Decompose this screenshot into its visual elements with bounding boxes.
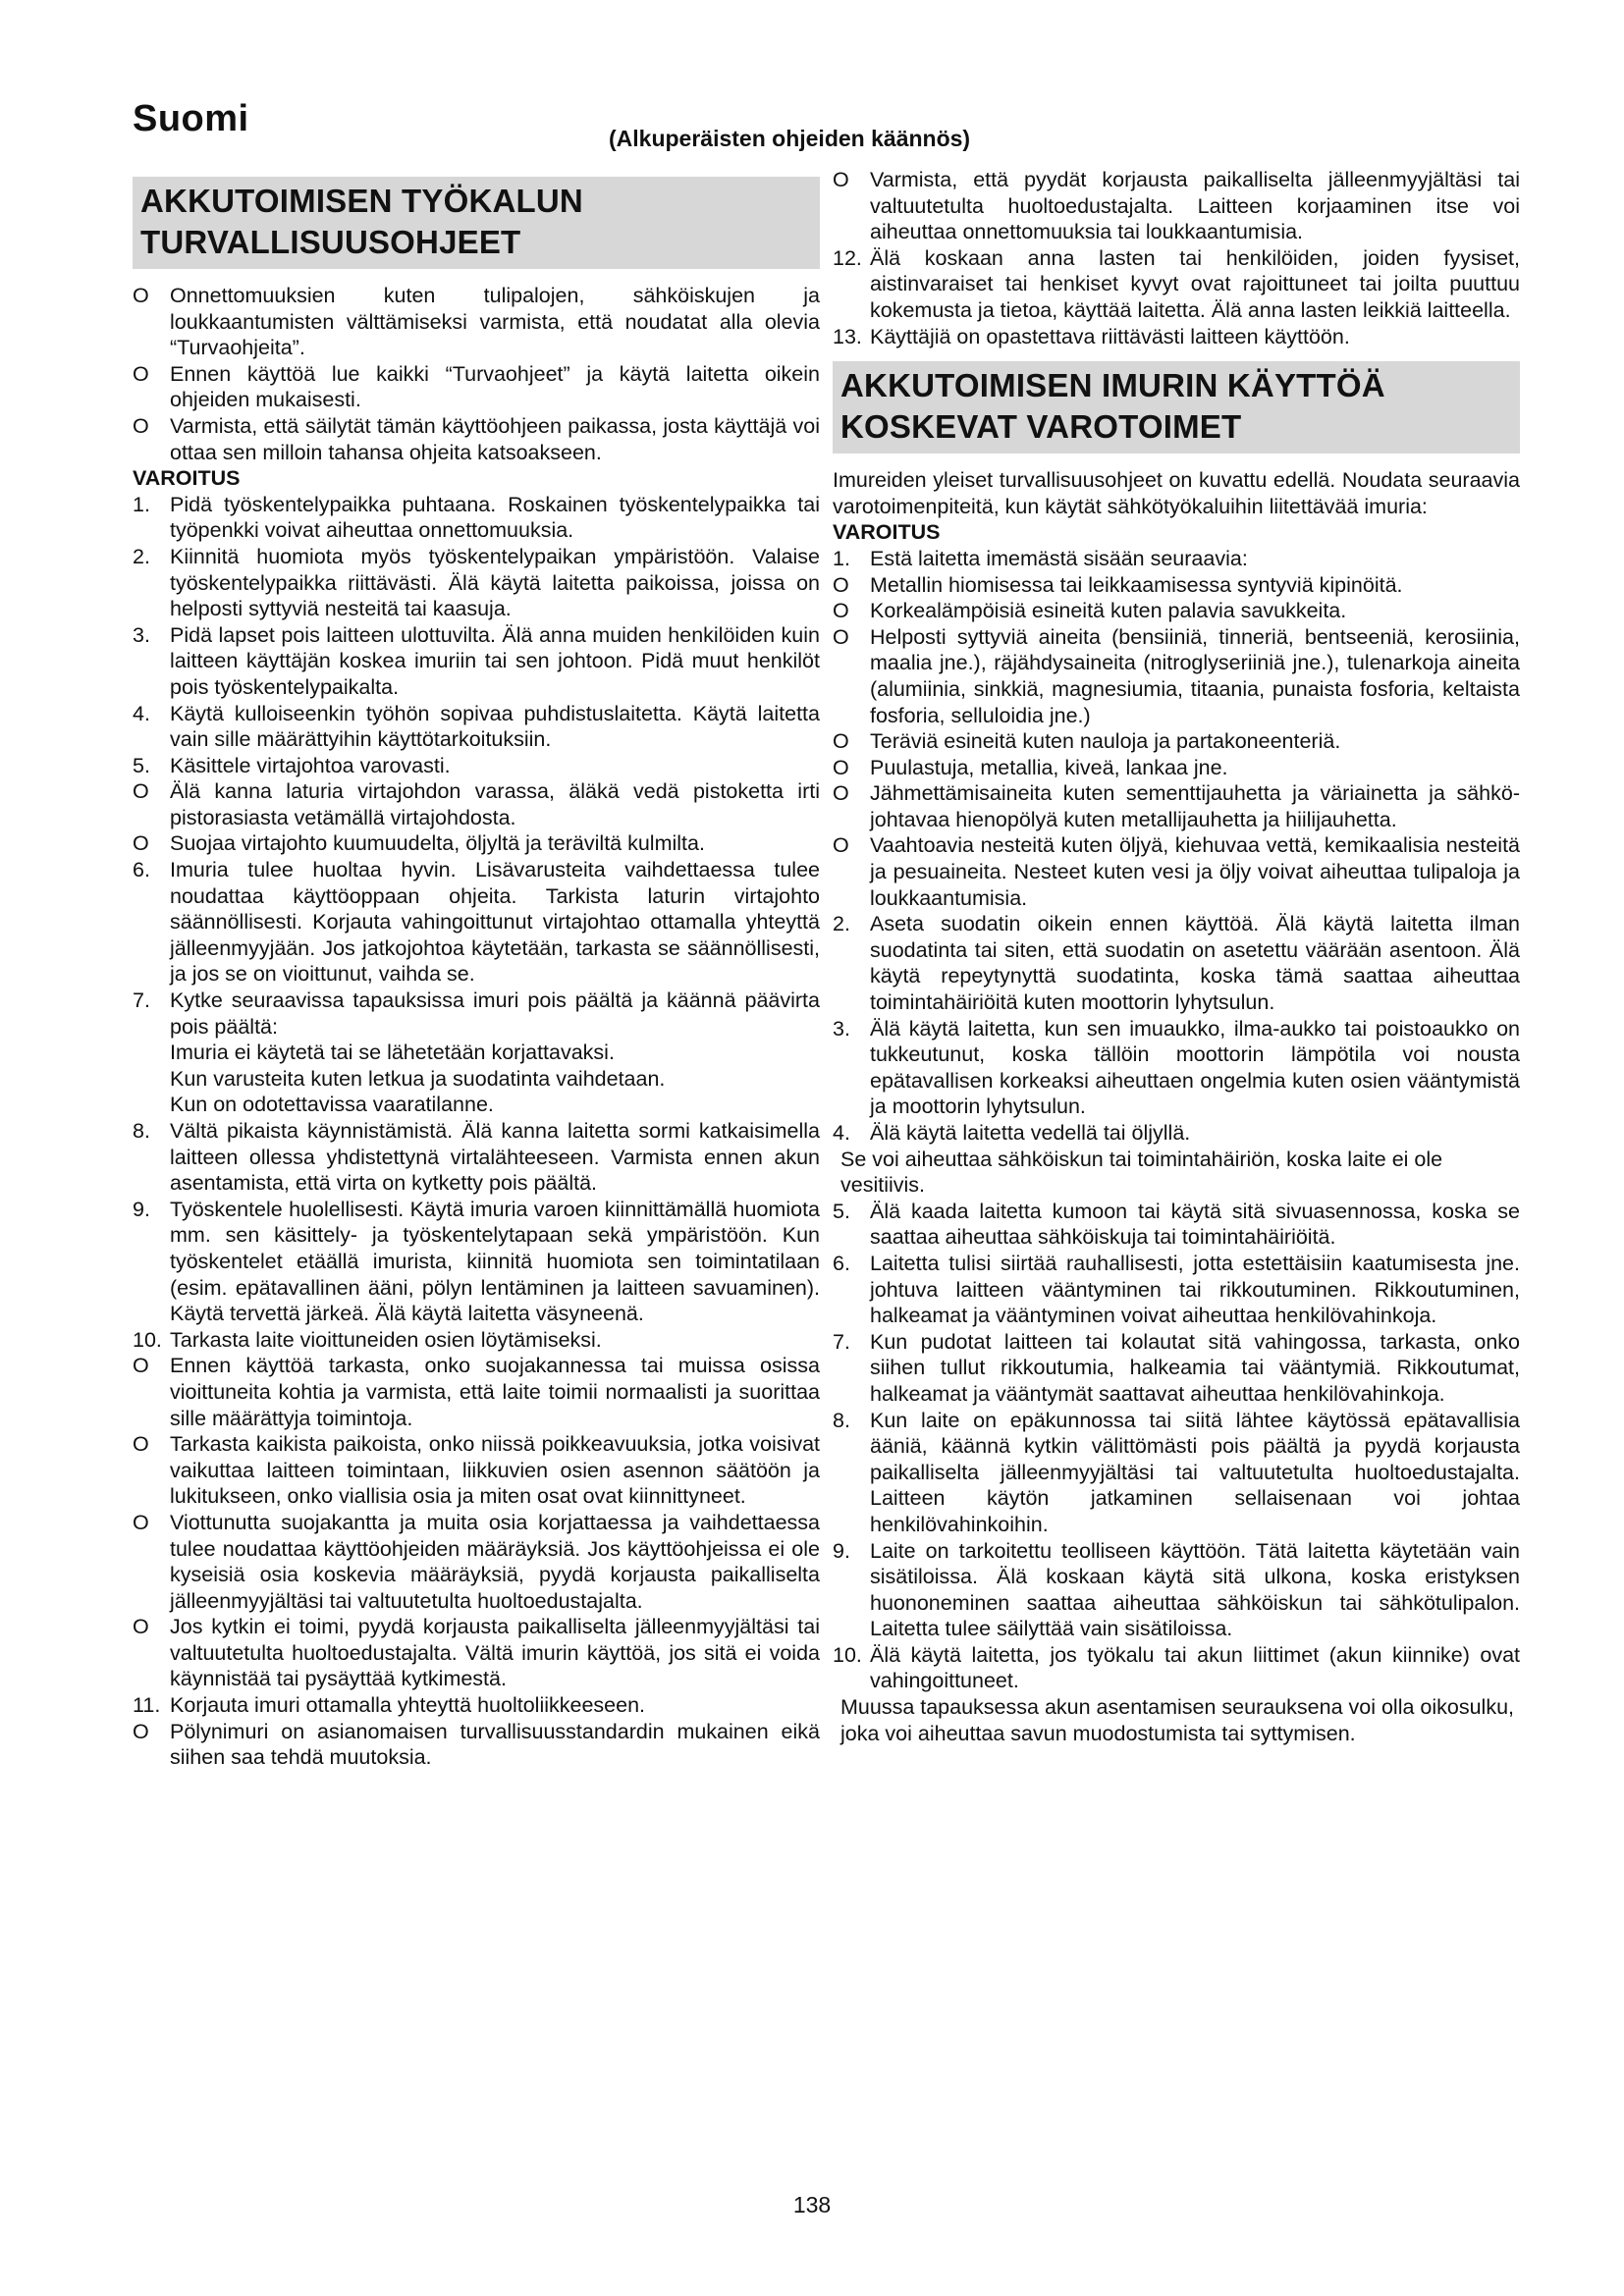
item-text: Pidä lapset pois laitteen ulottuvilta. Älä anna muiden henkilöiden kuin laitteen käyttäjän koskea imuriin tai sen johtoon. Pidä muut henkilöt pois työskentelypaikalta. [170, 622, 820, 699]
item-number: 12. [833, 245, 862, 270]
list-item [833, 572, 1520, 599]
item-text: Estä laitetta imemästä sisään seuraavia: [870, 546, 1248, 570]
item-number: 8. [133, 1119, 150, 1143]
item-number: 4. [833, 1121, 850, 1145]
list-item [133, 1353, 820, 1431]
list-item [133, 1510, 820, 1614]
item-number: 11. [133, 1693, 161, 1718]
item-text: Varmista, että pyydät korjausta paikalliselta jälleenmyyjältäsi tai valtuutetulta huoltoedustajalta. Laitteen korjaaminen itse voi aiheuttaa onnettomuuksia tai loukkaantumisia. [870, 168, 1520, 244]
item-number: 6. [833, 1251, 850, 1275]
item4-note: Se voi aiheuttaa sähköiskun tai toimintahäiriön, koska laite ei ole vesitiivis. [840, 1147, 1443, 1198]
item7-subitem: Kun on odotettavissa vaaratilanne. [170, 1093, 494, 1117]
right-top-list [833, 167, 1520, 349]
list-item [833, 167, 1520, 245]
item-text: Laitetta tulisi siirtää rauhallisesti, jotta estettäisiin kaatumisesta jne. johtuva laitteen vääntyminen tai rikkoutuminen. Rikkoutuminen, halkeamat ja vääntyminen voivat aiheuttaa henkilövahinkoja. [870, 1251, 1520, 1328]
item-text: Tarkasta laite vioittuneiden osien löytämiseksi. [170, 1327, 602, 1352]
list-item [833, 1538, 1520, 1642]
list-item [133, 778, 820, 830]
item-text: Ennen käyttöä tarkasta, onko suojakannessa tai muissa osissa vioittuneita kohtia ja varmista, että laite toimii normaalisti ja suorittaa sille määrättyja toimintoja. [170, 1354, 820, 1430]
language-label: Suomi [133, 98, 249, 139]
item-number: 13. [833, 324, 862, 348]
item-number: 5. [833, 1199, 850, 1223]
item-number: 5. [133, 753, 150, 777]
item-text: Kun pudotat laitteen tai kolautat sitä vahingossa, tarkasta, onko siihen tullut rikkoutumia, halkeamia tai vääntymiä. Rikkoutumat, halkeamat ja vääntymät saattavat aiheuttaa henkilövahinkoja. [870, 1329, 1520, 1406]
item-text: Onnettomuuksien kuten tulipalojen, sähköiskujen ja loukkaantumisten välttämiseksi varmista, että noudatat alla olevia “Turvaohjeita”. [170, 284, 820, 360]
bullet-marker: O [133, 779, 149, 804]
item7-subitem: Kun varusteita kuten letkua ja suodatinta vaihdetaan. [170, 1066, 666, 1091]
item-number: 3. [133, 622, 150, 647]
item-text: Teräviä esineitä kuten nauloja ja partakoneenteriä. [870, 729, 1341, 754]
translation-subtitle: (Alkuperäisten ohjeiden käännös) [609, 126, 971, 151]
item-text: Älä käytä laitetta, jos työkalu tai akun liittimet (akun kiinnike) ovat vahingoittuneet. [870, 1642, 1520, 1693]
list-item [833, 598, 1520, 624]
item-text: Käsittele virtajohtoa varovasti. [170, 753, 451, 777]
section-heading-vacuum-precautions: AKKUTOIMISEN IMURIN KÄYTTÖÄ KOSKEVAT VAROTOIMET [833, 361, 1520, 454]
left-intro-list [133, 283, 820, 465]
item-number: 10. [133, 1327, 162, 1352]
list-item [833, 324, 1520, 350]
list-item [133, 1614, 820, 1692]
list-item [833, 1120, 1520, 1147]
list-item [833, 1016, 1520, 1120]
list-item [133, 413, 820, 465]
item-text: Jähmettämisaineita kuten sementtijauhetta ja väriainetta ja sähköjohtavaa hienopölyä kuten metallijauhetta ja hiilijauhetta. [870, 781, 1520, 831]
list-item [833, 780, 1520, 832]
page-number: 138 [792, 2192, 832, 2217]
item-text: Metallin hiomisessa tai leikkaamisessa syntyviä kipinöitä. [870, 572, 1403, 597]
list-item [833, 728, 1520, 755]
bullet-marker: O [133, 1510, 149, 1534]
item-text: Pölynimuri on asianomaisen turvallisuusstandardin mukainen eikä siihen saa tehdä muutoksia. [170, 1719, 820, 1770]
item-text: Tarkasta kaikista paikoista, onko niissä poikkeavuuksia, jotka voisivat vaikuttaa laitteen toimintaan, liikkuvien osien asennon säätöön ja lukitukseen, onko viallisia osia ja miten osat ovat kiinnittyneet. [170, 1432, 820, 1509]
item-text: Suojaa virtajohto kuumuudelta, öljyltä ja teräviltä kulmilta. [170, 831, 705, 856]
list-item [133, 857, 820, 988]
list-item [833, 1408, 1520, 1538]
list-item [833, 624, 1520, 728]
item-text: Älä kaada laitetta kumoon tai käytä sitä sivuasennossa, koska se saattaa aiheuttaa sähköiskuja tai toimintahäiriöitä. [870, 1199, 1520, 1250]
item-text: Ennen käyttöä lue kaikki “Turvaohjeet” ja käytä laitetta oikein ohjeiden mukaisesti. [170, 361, 820, 412]
list-item [133, 1118, 820, 1197]
item-text: Imuria tulee huoltaa hyvin. Lisävarusteita vaihdettaessa tulee noudattaa käyttöoppaan ohjeita. Tarkista laturin virtajohto säännöllisesti. Korjauta vahingoittunut virtajohtao ottamalla yhteyttä jälleenmyyjään. Jos jatkojohtoa käytetään, tarkasta se säännöllisesti, ja jos se on vioittunut, vaihda se. [170, 858, 820, 987]
list-item [133, 361, 820, 413]
item-text: Helposti syttyviä aineita (bensiiniä, tinneriä, bentseeniä, kerosiinia, maalia jne.), räjähdysaineita (nitroglyseriiniä jne.), tulenarkoja aineita (alumiinia, sinkkiä, magnesiumia, titaania, punaista fosforia, keltaista fosforia, selluloidia jne.) [870, 624, 1520, 727]
left-column [133, 167, 820, 1771]
bullet-marker: O [133, 1615, 149, 1639]
bullet-marker: O [833, 572, 849, 597]
bullet-marker: O [133, 361, 149, 386]
list-item [133, 1327, 820, 1354]
item-text: Kiinnitä huomiota myös työskentelypaikan ympäristöön. Valaise työskentelypaikka riittävästi. Älä käytä laitetta paikoissa, joissa on helposti syttyviä nesteitä tai kaasuja. [170, 544, 820, 621]
item-number: 1. [133, 492, 150, 516]
item-number: 1. [833, 546, 850, 570]
list-item [133, 283, 820, 361]
list-item [133, 753, 820, 779]
closing-note: Muussa tapauksessa akun asentamisen seurauksena voi olla oikosulku, joka voi aiheuttaa savun muodostumista tai syttymisen. [840, 1695, 1515, 1745]
list-item [833, 1642, 1520, 1694]
list-item [833, 546, 1520, 572]
item-text: Aseta suodatin oikein ennen käyttöä. Älä käytä laitetta ilman suodatinta tai siten, että suodatin on asetettu väärään asentoon. Älä käytä repeytynyttä suodatinta, koska tämä saattaa aiheuttaa toimintahäiriöitä kuten moottorin lyhytsulun. [870, 912, 1520, 1015]
list-item [133, 830, 820, 857]
item-text: Älä koskaan anna lasten tai henkilöiden, joiden fyysiset, aistinvaraiset tai henkiset kyvyt ovat rajoittuneet tai joilta puuttuu kokemusta ja tietoa, käyttää laitetta. Älä anna lasten leikkiä laitteella. [870, 245, 1520, 322]
item-text: Älä käytä laitetta, kun sen imuaukko, ilma-aukko tai poistoaukko on tukkeutunut, koska tällöin moottorin lämpötila voi nousta epätavallisen korkeaksi aiheuttaen ongelmia kuten osien vääntymistä ja moottorin lyhytsulun. [870, 1016, 1520, 1119]
bullet-marker: O [133, 284, 149, 307]
list-item [133, 701, 820, 753]
item-number: 2. [133, 544, 150, 568]
list-item [133, 1197, 820, 1327]
bullet-marker: O [133, 1719, 149, 1743]
bullet-marker: O [833, 833, 849, 858]
item-text: Käyttäjiä on opastettava riittävästi laitteen käyttöön. [870, 324, 1350, 348]
right-warning-list-continued [833, 1199, 1520, 1694]
list-item [133, 544, 820, 622]
item-text: Kun laite on epäkunnossa tai siitä lähtee käytössä epätavallisia ääniä, käännä kytkin välittömästi pois päältä ja pyydä korjausta paikalliselta jälleenmyyjältäsi tai valtuutetulta huoltoedustajalta. Laitteen käytön jatkaminen sellaisenaan voi johtaa henkilövahinkoihin. [870, 1408, 1520, 1536]
item-text: Työskentele huolellisesti. Käytä imuria varoen kiinnittämällä huomiota mm. sen käsittely- ja työskentelytapaan sekä ympäristöön. Kun työskentelet etäällä imurista, kiinnitä huomiota sen toimintatilaan (esim. epätavallinen ääni, pölyn lentäminen ja laitteen savuaminen). Käytä tervettä järkeä. Älä käytä laitetta väsyneenä. [170, 1197, 820, 1326]
item-text: Käytä kulloiseenkin työhön sopivaa puhdistuslaitetta. Käytä laitetta vain sille määrättyihin käyttötarkoituksiin. [170, 701, 820, 752]
item-number: 4. [133, 701, 150, 725]
caution-heading: VAROITUS [133, 466, 241, 491]
item-number: 7. [133, 988, 150, 1013]
list-item [133, 1431, 820, 1510]
list-item [833, 832, 1520, 911]
item-text: Varmista, että säilytät tämän käyttöohjeen paikassa, josta käyttäjä voi ottaa sen milloin tahansa ohjeita katsoakseen. [170, 413, 820, 464]
bullet-marker: O [133, 831, 149, 856]
bullet-marker: O [133, 1432, 149, 1457]
list-item [833, 755, 1520, 781]
item-number: 2. [833, 912, 850, 936]
item-number: 9. [833, 1538, 850, 1563]
item-text: Korjauta imuri ottamalla yhteyttä huoltoliikkeeseen. [170, 1693, 646, 1718]
right-warning-list [833, 546, 1520, 1147]
list-item [833, 1329, 1520, 1408]
item-text: Korkealämpöisiä esineitä kuten palavia savukkeita. [870, 599, 1347, 623]
bullet-marker: O [833, 599, 849, 623]
list-item [133, 1719, 820, 1771]
bullet-marker: O [833, 755, 849, 779]
section-heading-tool-safety: AKKUTOIMISEN TYÖKALUN TURVALLISUUSOHJEET [133, 177, 820, 269]
right-column [833, 167, 1520, 1746]
item-number: 8. [833, 1408, 850, 1432]
left-warning-list [133, 492, 820, 1040]
item-text: Puulastuja, metallia, kiveä, lankaa jne. [870, 755, 1228, 779]
list-item [833, 245, 1520, 324]
item-text: Laite on tarkoitettu teolliseen käyttöön. Tätä laitetta käytetään vain sisätiloissa. Älä koskaan käytä sitä ulkona, koska eristyksen huononeminen saattaa aiheuttaa sähköiskun tai sähkötulipalon. Laitetta tulee säilyttää vain sisätiloissa. [870, 1538, 1520, 1641]
item7-subitem: Imuria ei käytetä tai se lähetetään korjattavaksi. [170, 1041, 615, 1065]
left-warning-list-continued [133, 1118, 820, 1771]
item-text: Jos kytkin ei toimi, pyydä korjausta paikalliselta jälleenmyyjältäsi tai valtuutetulta huoltoedustajalta. Vältä imurin käyttöä, jos sitä ei voida käynnistää tai pysäyttää kytkimestä. [170, 1615, 820, 1691]
item-number: 10. [833, 1642, 862, 1667]
item-number: 3. [833, 1016, 850, 1041]
bullet-marker: O [833, 729, 849, 754]
item-text: Vältä pikaista käynnistämistä. Älä kanna laitetta sormi katkaisimella laitteen ollessa yhdistettynä virtalähteeseen. Varmista ennen akun asentamista, että virta on kytketty pois päältä. [170, 1119, 820, 1196]
item-text: Älä kanna laturia virtajohdon varassa, äläkä vedä pistoketta irti pistorasiasta vetämällä virtajohdosta. [170, 779, 820, 829]
item-text: Älä käytä laitetta vedellä tai öljyllä. [870, 1121, 1191, 1145]
list-item [133, 988, 820, 1040]
bullet-marker: O [833, 624, 849, 649]
list-item [133, 492, 820, 544]
list-item [133, 622, 820, 701]
list-item [833, 1251, 1520, 1329]
bullet-marker: O [133, 413, 149, 438]
bullet-marker: O [133, 1354, 149, 1378]
bullet-marker: O [833, 781, 849, 806]
item-text: Kytke seuraavissa tapauksissa imuri pois päältä ja käännä päävirta pois päältä: [170, 988, 820, 1039]
caution-heading: VAROITUS [833, 520, 941, 545]
list-item [133, 1692, 820, 1719]
list-item [833, 1199, 1520, 1251]
item-number: 6. [133, 858, 150, 882]
item-text: Viottunutta suojakantta ja muita osia korjattaessa ja vaihdettaessa tulee noudattaa käyttöohjeiden määräyksiä. Jos käyttöohjeissa ei ole kyseisiä osia koskevia määräyksiä, pyydä korjausta paikalliselta jälleenmyyjältäsi tai valtuutetulta huoltoedustajalta. [170, 1510, 820, 1613]
item-number: 7. [833, 1329, 850, 1354]
list-item [833, 911, 1520, 1015]
vacuum-intro-paragraph: Imureiden yleiset turvallisuusohjeet on kuvattu edellä. Noudata seuraavia varotoimenpiteitä, kun käytät sähkötyökaluihin liitettävää imuria: [833, 468, 1520, 518]
item-text: Vaahtoavia nesteitä kuten öljyä, kiehuvaa vettä, kemikaalisia nesteitä ja pesuaineita. Nesteet kuten vesi ja öljy voivat aiheuttaa tulipaloja ja loukkaantumisia. [870, 833, 1520, 910]
bullet-marker: O [833, 168, 849, 191]
item-text: Pidä työskentelypaikka puhtaana. Roskainen työskentelypaikka tai työpenkki voivat aiheuttaa onnettomuuksia. [170, 492, 820, 543]
item-number: 9. [133, 1197, 150, 1221]
